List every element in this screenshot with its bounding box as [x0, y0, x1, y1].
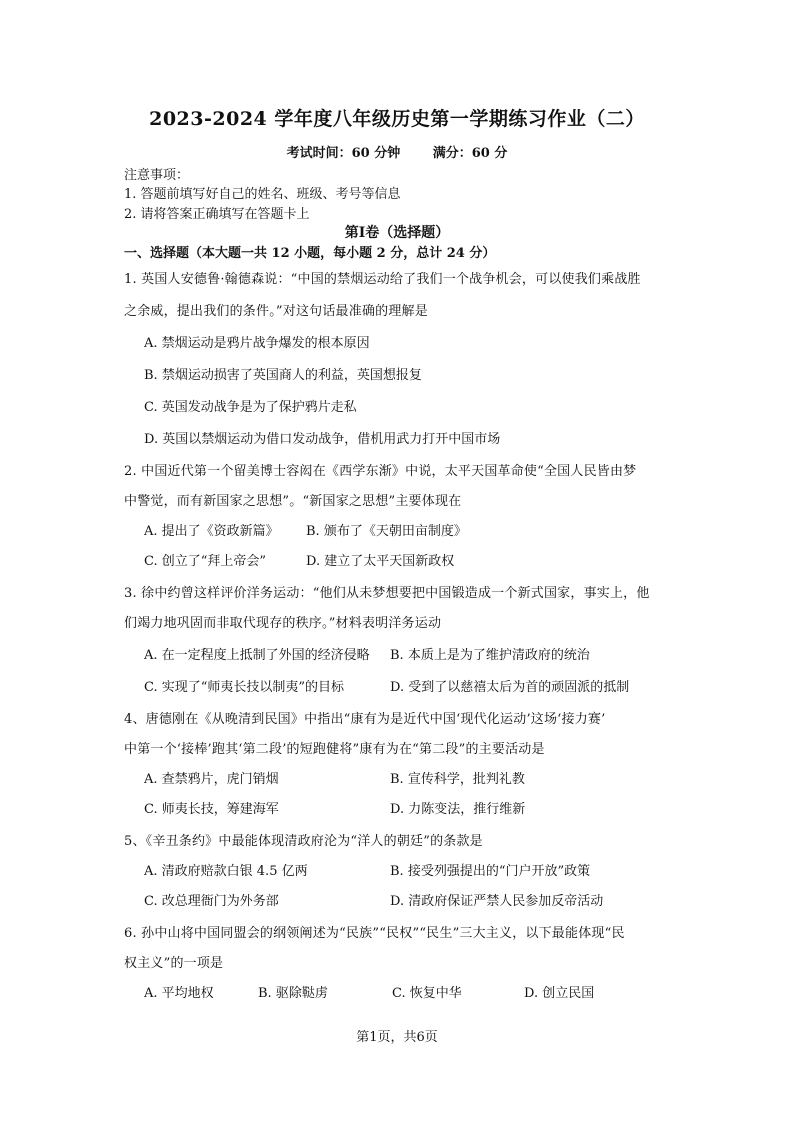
question-1-option-a: A. 禁烟运动是鸦片战争爆发的根本原因: [144, 336, 370, 351]
question-2-option-a: A. 提出了《资政新篇》: [144, 524, 279, 539]
question-6-option-a: A. 平均地权: [144, 986, 214, 1001]
question-3-text: 们竭力地巩固而非取代现存的秩序。”材料表明洋务运动: [124, 616, 442, 631]
question-5-option-c: C. 改总理衙门为外务部: [144, 894, 279, 909]
question-5-text: 5、《辛丑条约》中最能体现清政府沦为“洋人的朝廷”的条款是: [124, 834, 483, 849]
question-6-option-b: B. 驱除鞑虏: [258, 986, 328, 1001]
question-2-text: 2. 中国近代第一个留美博士容闳在《西学东渐》中说，太平天国革命使“全国人民皆由梦: [124, 464, 637, 479]
note-item: 2. 请将答案正确填写在答题卡上: [124, 207, 310, 222]
question-6-option-d: D. 创立民国: [524, 986, 595, 1001]
question-5-option-b: B. 接受列强提出的“门户开放”政策: [390, 864, 591, 879]
page-title: 2023-2024 学年度八年级历史第一学期练习作业（二）: [149, 108, 645, 130]
question-3-option-b: B. 本质上是为了维护清政府的统治: [390, 648, 590, 663]
question-4-option-b: B. 宣传科学，批判礼教: [390, 772, 525, 787]
notes-heading: 注意事项：: [124, 168, 190, 183]
full-score: 满分：60 分: [432, 146, 508, 161]
question-2-option-b: B. 颁布了《天朝田亩制度》: [306, 524, 467, 539]
question-2-option-d: D. 建立了太平天国新政权: [306, 554, 455, 569]
part-heading: 一、选择题（本大题一共 12 小题，每小题 2 分，总计 24 分）: [124, 246, 496, 261]
question-1-option-d: D. 英国以禁烟运动为借口发动战争，借机用武力打开中国市场: [144, 432, 501, 447]
question-6-text: 权主义”的一项是: [124, 956, 224, 971]
question-2-text: 中警觉，而有新国家之思想”。“新国家之思想”主要体现在: [124, 494, 462, 509]
question-4-option-d: D. 力陈变法，推行维新: [390, 802, 526, 817]
question-6-option-c: C. 恢复中华: [392, 986, 462, 1001]
question-1-text: 1. 英国人安德鲁·翰德森说：“中国的禁烟运动给了我们一个战争机会，可以使我们乘战胜: [124, 272, 641, 287]
question-1-option-b: B. 禁烟运动损害了英国商人的利益，英国想报复: [144, 368, 422, 383]
page-footer: 第1页，共6页: [356, 1030, 438, 1045]
question-4-text: 中第一个‘接棒’跑其‘第二段’的短跑健将”康有为在“第二段”的主要活动是: [124, 742, 545, 757]
question-6-text: 6. 孙中山将中国同盟会的纲领阐述为“民族”“民权”“民生”三大主义，以下最能体现“民: [124, 926, 625, 941]
exam-time: 考试时间：60 分钟: [286, 146, 401, 161]
question-3-option-d: D. 受到了以慈禧太后为首的顽固派的抵制: [390, 680, 630, 695]
question-3-text: 3. 徐中约曾这样评价洋务运动：“他们从未梦想要把中国锻造成一个新式国家，事实上，他: [124, 586, 650, 601]
section-title: 第Ⅰ卷（选择题）: [344, 225, 450, 241]
question-4-option-c: C. 师夷长技，筹建海军: [144, 802, 279, 817]
note-item: 1. 答题前填写好自己的姓名、班级、考号等信息: [124, 187, 401, 202]
question-4-option-a: A. 查禁鸦片，虎门销烟: [144, 772, 279, 787]
exam-info: [0, 142, 794, 161]
question-1-text: 之余威，提出我们的条件。”对这句话最准确的理解是: [124, 304, 428, 319]
question-2-option-c: C. 创立了“拜上帝会”: [144, 554, 267, 569]
question-4-text: 4、唐德刚在《从晚清到民国》中指出“康有为是近代中国‘现代化运动’这场‘接力赛’: [124, 712, 606, 727]
question-1-option-c: C. 英国发动战争是为了保护鸦片走私: [144, 400, 357, 415]
question-3-option-a: A. 在一定程度上抵制了外国的经济侵略: [144, 648, 370, 663]
question-3-option-c: C. 实现了“师夷长技以制夷”的目标: [144, 680, 345, 695]
question-5-option-a: A. 清政府赔款白银 4.5 亿两: [144, 864, 308, 879]
question-5-option-d: D. 清政府保证严禁人民参加反帝活动: [390, 894, 604, 909]
